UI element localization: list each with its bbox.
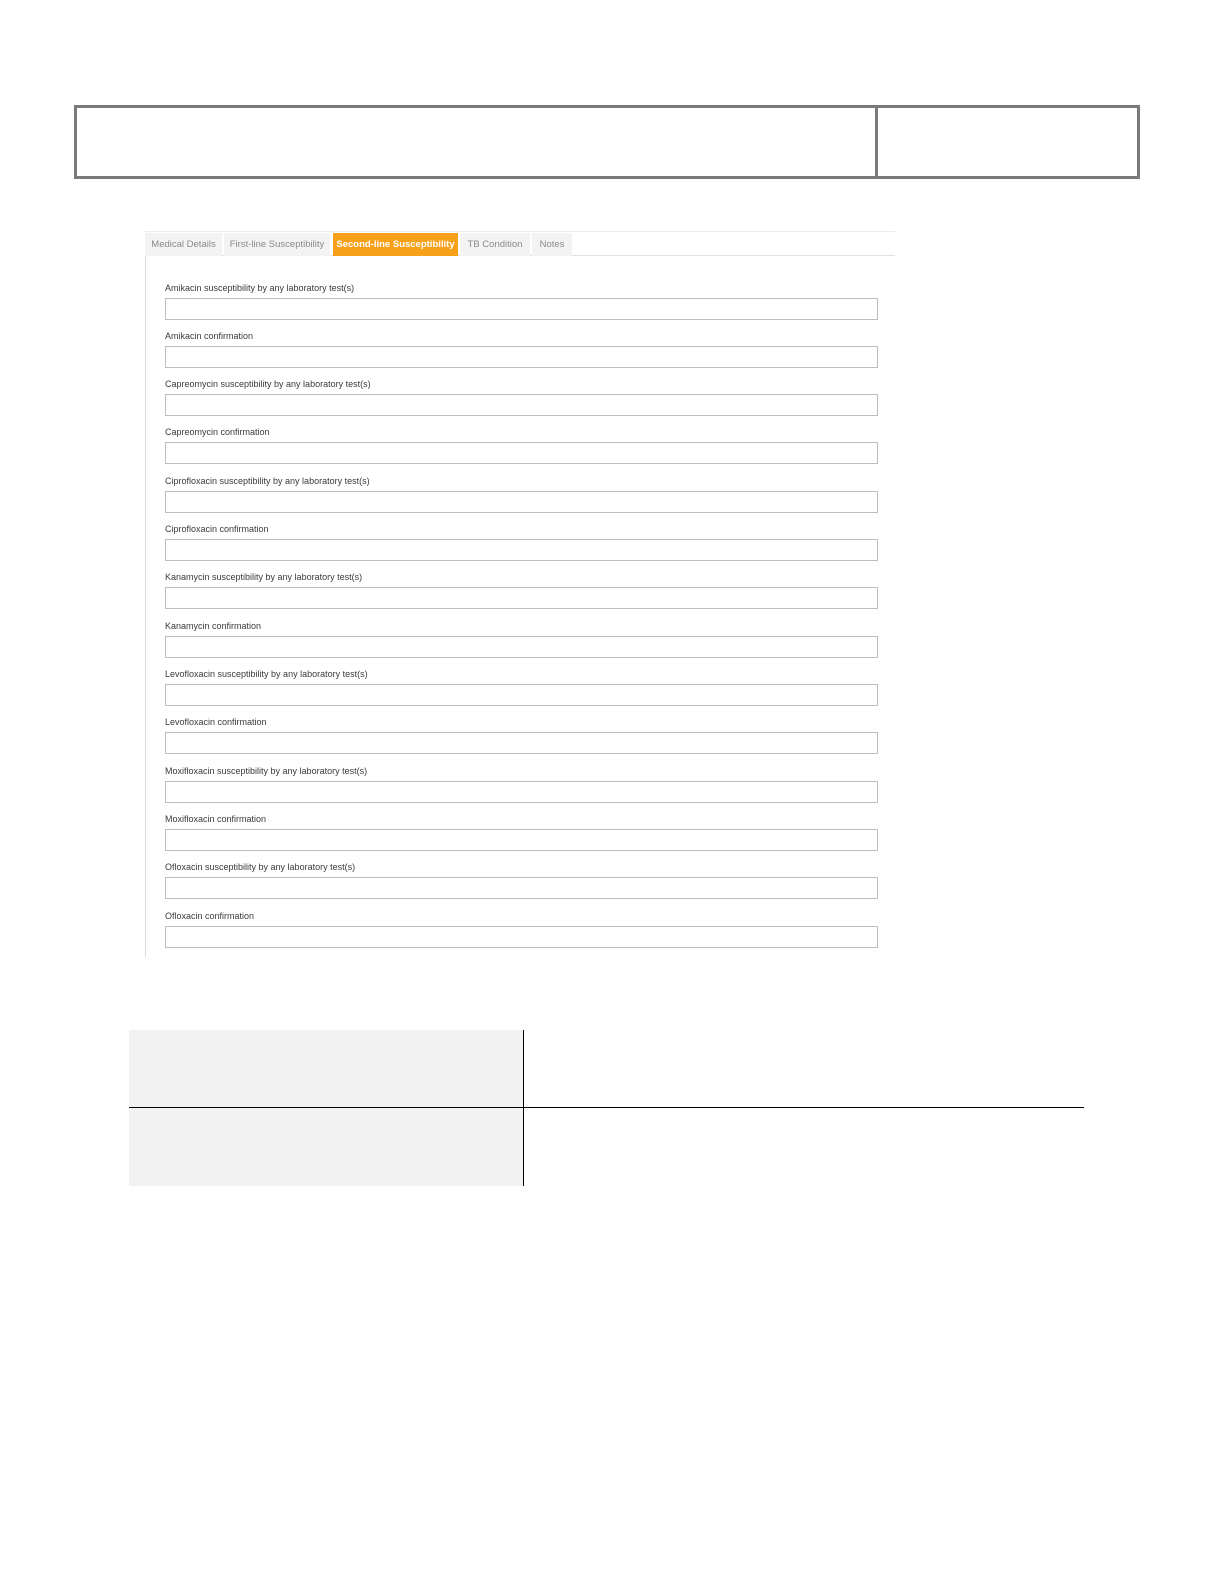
field-label: Moxifloxacin susceptibility by any laboratory test(s) — [165, 766, 368, 776]
field-ciprofloxacin-susceptibility — [165, 475, 878, 487]
ciprofloxacin-susceptibility-input[interactable] — [165, 491, 878, 513]
amikacin-confirmation-input[interactable] — [165, 346, 878, 368]
field-label: Kanamycin confirmation — [165, 621, 262, 631]
table-row — [129, 1030, 1084, 1108]
moxifloxacin-confirmation-input[interactable] — [165, 829, 878, 851]
field-ofloxacin-susceptibility — [165, 861, 878, 873]
field-moxifloxacin-susceptibility — [165, 765, 878, 777]
kanamycin-susceptibility-input[interactable] — [165, 587, 878, 609]
kanamycin-confirmation-input[interactable] — [165, 636, 878, 658]
ciprofloxacin-confirmation-input[interactable] — [165, 539, 878, 561]
header-cell-aside — [878, 108, 1137, 176]
field-label: Amikacin confirmation — [165, 331, 254, 341]
field-moxifloxacin-confirmation — [165, 813, 878, 825]
field-kanamycin-susceptibility — [165, 571, 878, 583]
levofloxacin-susceptibility-input[interactable] — [165, 684, 878, 706]
tab-medical-details[interactable]: Medical Details — [145, 233, 222, 256]
field-label: Levofloxacin confirmation — [165, 717, 267, 727]
field-label: Capreomycin susceptibility by any laboratory test(s) — [165, 379, 371, 389]
capreomycin-confirmation-input[interactable] — [165, 442, 878, 464]
field-label: Ofloxacin susceptibility by any laboratory test(s) — [165, 862, 356, 872]
field-levofloxacin-susceptibility — [165, 668, 878, 680]
field-amikacin-confirmation — [165, 330, 878, 342]
capreomycin-susceptibility-input[interactable] — [165, 394, 878, 416]
field-label: Levofloxacin susceptibility by any laboratory test(s) — [165, 669, 368, 679]
field-label: Ciprofloxacin susceptibility by any laboratory test(s) — [165, 476, 370, 486]
table-column-divider — [523, 1030, 524, 1186]
table-row-divider — [129, 1107, 1084, 1108]
field-kanamycin-confirmation — [165, 620, 878, 632]
field-capreomycin-susceptibility — [165, 378, 878, 390]
field-label: Moxifloxacin confirmation — [165, 814, 267, 824]
field-label: Amikacin susceptibility by any laboratory test(s) — [165, 283, 355, 293]
table-cell-shaded — [129, 1108, 523, 1186]
form-screenshot — [145, 231, 895, 957]
field-label: Kanamycin susceptibility by any laboratory test(s) — [165, 572, 363, 582]
table-cell-shaded — [129, 1030, 523, 1108]
ofloxacin-susceptibility-input[interactable] — [165, 877, 878, 899]
tab-bar — [145, 231, 895, 256]
header-cell-title — [77, 108, 878, 176]
field-label: Ciprofloxacin confirmation — [165, 524, 269, 534]
table-row — [129, 1108, 1084, 1186]
moxifloxacin-susceptibility-input[interactable] — [165, 781, 878, 803]
tab-tb-condition[interactable]: TB Condition — [460, 233, 530, 256]
table-cell — [524, 1108, 1084, 1186]
table-cell — [524, 1030, 1084, 1108]
header-table — [74, 105, 1140, 179]
amikacin-susceptibility-input[interactable] — [165, 298, 878, 320]
tab-first-line-susceptibility[interactable]: First-line Susceptibility — [224, 233, 330, 256]
field-ciprofloxacin-confirmation — [165, 523, 878, 535]
field-amikacin-susceptibility — [165, 282, 878, 294]
field-label: Ofloxacin confirmation — [165, 911, 255, 921]
bottom-table — [129, 1030, 1084, 1186]
field-ofloxacin-confirmation — [165, 910, 878, 922]
field-capreomycin-confirmation — [165, 426, 878, 438]
form-body — [145, 256, 895, 957]
field-label: Capreomycin confirmation — [165, 427, 270, 437]
ofloxacin-confirmation-input[interactable] — [165, 926, 878, 948]
field-levofloxacin-confirmation — [165, 716, 878, 728]
tab-second-line-susceptibility[interactable]: Second-line Susceptibility — [333, 233, 458, 256]
tab-notes[interactable]: Notes — [532, 233, 572, 256]
levofloxacin-confirmation-input[interactable] — [165, 732, 878, 754]
